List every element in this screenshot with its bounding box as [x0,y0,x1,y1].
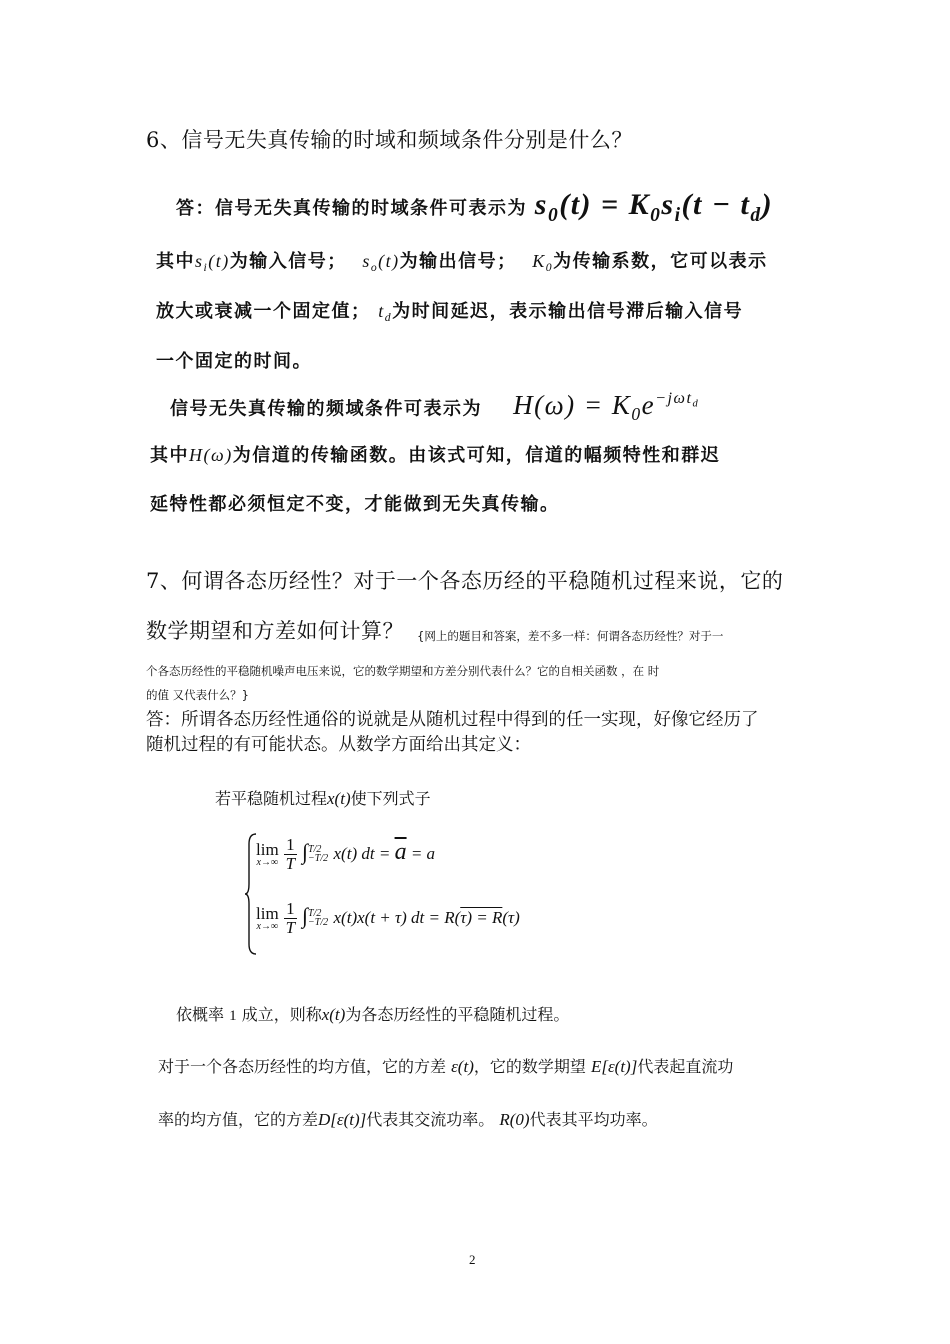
time-domain-formula: $s_0(t) = K_0s_i(t - t_d)$ [534,188,774,226]
q6-answer-line-3: 放大或衰减一个固定值； $t_d$为时间延迟，表示输出信号滞后输入信号 [156,301,744,325]
time-average-equation: lim x→∞ $\frac{1}{T}$ ∫T/2 −T/2 x(t) dt = $\overline{a} = a$ [256,835,436,873]
q7-answer-line-2: 随机过程的有可能状态。从数学方面给出其定义： [146,735,531,755]
variance-line-2: 率的均方值，它的方差D[ε(t)]代表其交流功率。 R(0)代表其平均功率。 [158,1110,658,1129]
q7-answer-line-1: 答：所谓各态历经性通俗的说就是从随机过程中得到的任一实现，好像它经历了 [146,710,759,730]
probability-statement: 依概率 1 成立，则称x(t)为各态历经性的平稳随机过程。 [176,1005,570,1024]
note-line-2: 个各态历经性的平稳随机噪声电压来说，它的数学期望和方差分别代表什么？它的自相关函数 ，在 时 [146,664,660,678]
variance-line-1: 对于一个各态历经性的均方值，它的方差 ε(t)，它的数学期望 E[ε(t)]代表起直流功 [158,1057,734,1076]
ergodic-definition-formula [244,832,584,956]
autocorrelation-equation: lim x→∞ $\frac{1}{T}$ ∫T/2 −T/2 x(t)x(t + τ) dt = R(τ) = R(τ) [256,899,520,937]
q6-answer-line-2: 其中$s_i(t)$为输入信号； $s_o(t)$为输出信号； $K_0$为传输系数，它可以表示 [156,251,768,275]
q6-answer-line-4: 一个固定的时间。 [156,351,312,372]
q6-answer-line-7: 延特性都必须恒定不变，才能做到无失真传输。 [150,494,560,515]
question-6-title: 6、信号无失真传输的时域和频域条件分别是什么？ [146,128,633,152]
definition-intro: 若平稳随机过程x(t)使下列式子 [215,789,431,808]
question-7-title-line-2: 数学期望和方差如何计算？ [146,619,404,643]
note-line-1: {网上的题目和答案，差不多一样：何谓各态历经性？对于一 [417,629,724,643]
note-line-3: 的值 又代表什么？} [146,688,249,702]
frequency-domain-formula: $H(\omega) = K_0e^{-j\omega t_d}$ [513,389,700,425]
q6-answer-line-1: 答：信号无失真传输的时域条件可表示为 $s_0(t) = K_0s_i(t - t_d)$ [176,188,774,226]
q6-answer-line-6: 其中H(ω)为信道的传输函数。由该式可知，信道的幅频特性和群迟 [150,445,721,466]
question-7-title-line-1: 7、何谓各态历经性？对于一个各态历经的平稳随机过程来说，它的 [146,569,784,593]
q6-answer-line-5: 信号无失真传输的频域条件可表示为 $H(\omega) = K_0e^{-j\omega t_d}$ [170,389,700,425]
page-number: 2 [469,1252,476,1267]
